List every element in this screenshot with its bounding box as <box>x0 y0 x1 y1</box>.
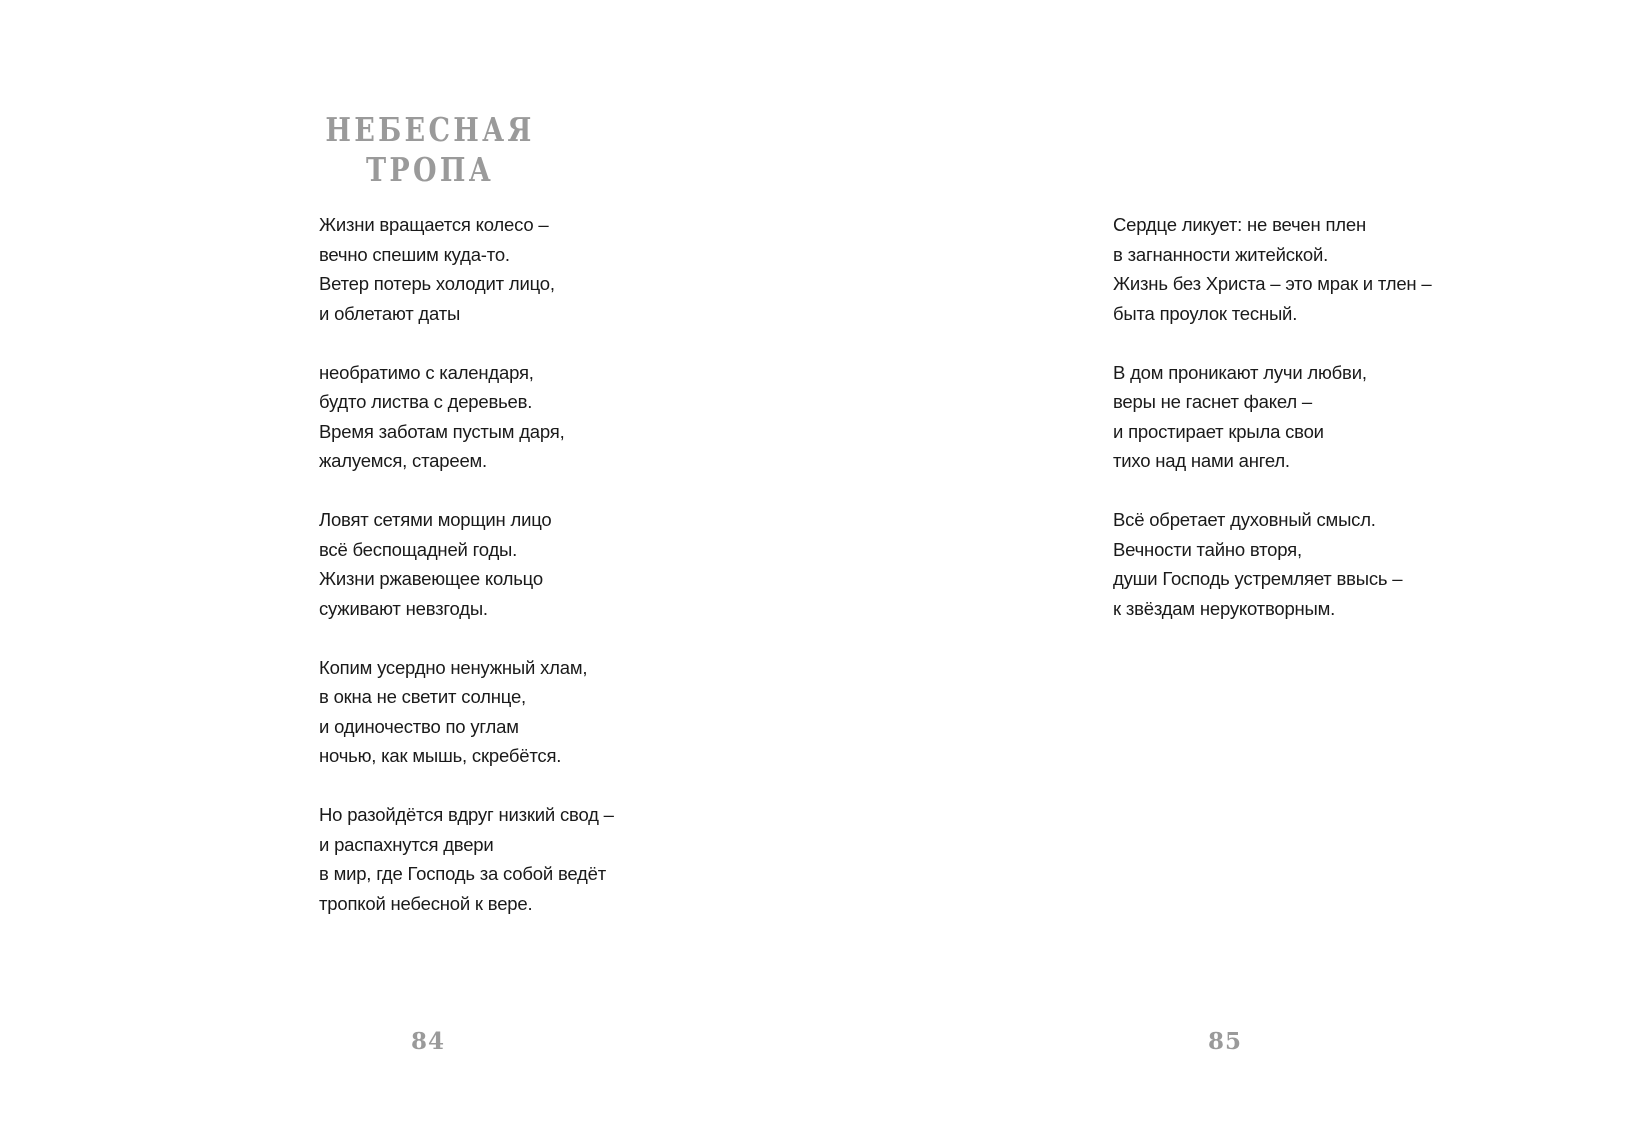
verse-line: всё беспощадней годы. <box>319 538 518 560</box>
verse-line: Всё обретает духовный смысл. <box>1113 509 1376 530</box>
verse-line: и облетают даты <box>319 302 461 324</box>
verse-line: быта проулок тесный. <box>1113 302 1298 324</box>
right-poem-body <box>1113 210 1431 653</box>
verse-line: души Господь устремляет ввысь – <box>1113 568 1403 589</box>
verse-line: Но разойдётся вдруг низкий свод – <box>319 804 614 825</box>
left-poem-body <box>319 210 614 948</box>
verse-line: необратимо с календаря, <box>319 361 534 383</box>
poem-title <box>323 110 536 190</box>
stanza <box>1113 210 1431 328</box>
page-number-left: 84 <box>411 1028 446 1055</box>
stanza <box>319 358 614 476</box>
verse-line: тропкой небесной к вере. <box>319 892 533 914</box>
verse-line: в окна не светит солнце, <box>319 686 526 707</box>
verse-line: в загнанности житейской. <box>1113 243 1329 265</box>
verse-line: и одиночество по углам <box>319 715 519 737</box>
verse-line: будто листва с деревьев. <box>319 391 533 412</box>
page-number-right: 85 <box>1208 1028 1243 1055</box>
right-page <box>822 0 1644 1134</box>
title-line: ТРОПА <box>365 150 495 190</box>
verse-line: суживают невзгоды. <box>319 597 488 619</box>
verse-line: в мир, где Господь за собой ведёт <box>319 863 606 884</box>
verse-line: тихо над нами ангел. <box>1113 450 1290 471</box>
verse-line: и простирает крыла свои <box>1113 420 1324 442</box>
verse-line: ночью, как мышь, скребётся. <box>319 745 562 766</box>
verse-line: вечно спешим куда-то. <box>319 243 510 265</box>
verse-line: и распахнутся двери <box>319 833 494 855</box>
verse-line: Жизни ржавеющее кольцо <box>319 568 543 589</box>
title-line: НЕБЕСНАЯ <box>325 110 535 150</box>
verse-line: Вечности тайно вторя, <box>1113 538 1302 560</box>
stanza <box>319 210 614 328</box>
verse-line: Жизни вращается колесо – <box>319 214 549 235</box>
stanza <box>1113 505 1431 623</box>
stanza <box>1113 358 1431 476</box>
verse-line: Время заботам пустым даря, <box>319 420 565 442</box>
verse-line: Жизнь без Христа – это мрак и тлен – <box>1113 273 1432 294</box>
verse-line: жалуемся, стареем. <box>319 450 487 471</box>
verse-line: В дом проникают лучи любви, <box>1113 361 1367 383</box>
verse-line: Копим усердно ненужный хлам, <box>319 656 588 678</box>
stanza <box>319 505 614 623</box>
verse-line: Ветер потерь холодит лицо, <box>319 273 555 294</box>
verse-line: к звёздам нерукотворным. <box>1113 597 1336 619</box>
verse-line: веры не гаснет факел – <box>1113 391 1312 412</box>
stanza <box>319 800 614 918</box>
verse-line: Сердце ликует: не вечен плен <box>1113 214 1366 235</box>
verse-line: Ловят сетями морщин лицо <box>319 509 552 530</box>
stanza <box>319 653 614 771</box>
